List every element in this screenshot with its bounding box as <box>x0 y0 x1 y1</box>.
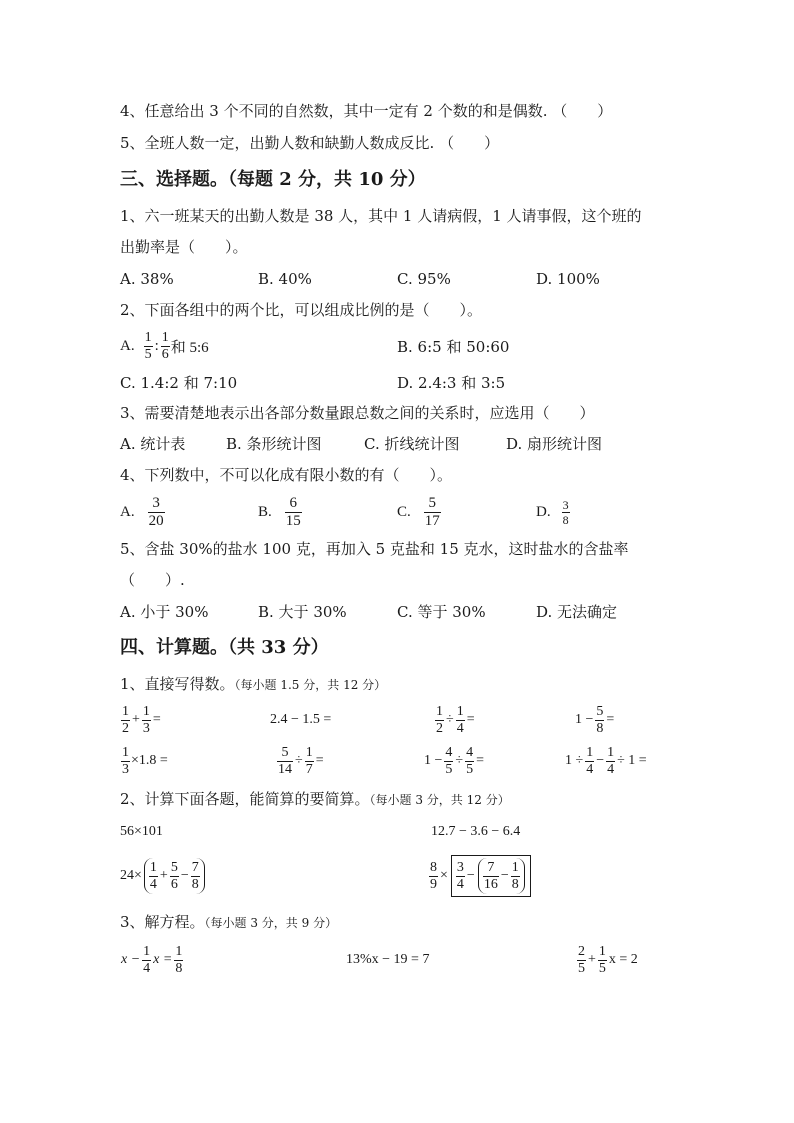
numerator: 6 <box>289 494 298 511</box>
numerator: 7 <box>191 859 199 875</box>
denominator: 3 <box>142 720 150 736</box>
s3-q1-option-d: D. 100% <box>536 270 600 288</box>
option-label: A. <box>120 337 135 354</box>
s3-q2-stem: 2、下面各组中的两个比，可以组成比例的是（ ）。 <box>120 301 483 319</box>
equals: = <box>152 712 161 727</box>
numerator: 1 <box>305 744 313 760</box>
prefix: 1 − <box>575 712 594 727</box>
numerator: 1 <box>122 744 129 760</box>
fraction <box>483 861 499 892</box>
numerator: 1 <box>142 703 150 719</box>
s3-q4-option-b <box>258 492 303 532</box>
operator: ÷ <box>295 753 303 768</box>
denominator: 2 <box>436 720 443 736</box>
operator: ÷ <box>446 712 454 727</box>
fraction <box>456 705 465 736</box>
fraction <box>444 746 453 777</box>
fraction <box>465 746 474 777</box>
s3-q5-line1: 5、含盐 30%的盐水 100 克，再加入 5 克盐和 15 克水，这时盐水的含盐率 <box>120 540 629 558</box>
s3-q3-option-b: B. 条形统计图 <box>226 435 322 453</box>
s3-q4-option-d <box>536 492 571 532</box>
numerator: 1 <box>511 859 519 875</box>
numerator: 3 <box>152 494 160 511</box>
numerator: 5 <box>281 744 289 760</box>
operator: ÷ <box>455 753 464 768</box>
s4-p2-title <box>120 789 510 810</box>
s4-p2-e4 <box>428 852 533 900</box>
denominator: 4 <box>143 960 151 976</box>
expression: 12.7 − 3.6 − 6.4 <box>431 824 521 839</box>
fraction <box>121 746 130 777</box>
s3-q4-option-a <box>120 492 166 532</box>
numerator: 1 <box>161 329 169 345</box>
option-label: D. <box>536 503 551 520</box>
s4-p1-e2 <box>270 701 331 739</box>
denominator: 14 <box>278 761 292 777</box>
numerator: 7 <box>487 859 495 875</box>
numerator: 4 <box>445 744 453 760</box>
s4-p1-e7 <box>423 742 485 780</box>
fraction <box>148 496 165 529</box>
s4-p1-e1 <box>120 701 162 739</box>
part-title: 2、计算下面各题，能简算的要简算。 <box>120 790 370 808</box>
part-note: （每小题 1.5 分，共 12 分） <box>234 678 387 692</box>
s4-p1-e5 <box>120 742 168 780</box>
numerator: 1 <box>436 703 443 719</box>
s3-q2-option-b: B. 6:5 和 50:60 <box>397 338 510 356</box>
denominator: 4 <box>586 761 594 777</box>
fraction <box>142 945 151 976</box>
s4-p2-e2 <box>431 822 520 842</box>
denominator: 4 <box>456 720 464 736</box>
fraction <box>598 945 607 976</box>
s4-p1-e8 <box>564 742 648 780</box>
prefix: 24× <box>120 868 142 883</box>
s4-p2-e3 <box>120 854 207 898</box>
option-label: C. <box>397 503 411 520</box>
numerator: 1 <box>122 703 129 719</box>
denominator: 16 <box>483 876 498 892</box>
operator: + <box>159 868 168 883</box>
expression-rest: ÷ 1 = <box>617 753 647 768</box>
fraction <box>562 499 570 526</box>
part-note: （每小题 3 分，共 9 分） <box>204 916 338 930</box>
s3-q2-option-d: D. 2.4:3 和 3:5 <box>397 374 506 392</box>
numerator: 1 <box>607 744 615 760</box>
denominator: 8 <box>562 512 569 527</box>
prefix: 1 ÷ <box>565 753 584 768</box>
s3-q5-option-c: C. 等于 30% <box>397 603 486 621</box>
denominator: 4 <box>456 876 464 892</box>
operator: − <box>500 868 509 883</box>
fraction <box>170 861 179 892</box>
denominator: 8 <box>175 960 183 976</box>
section3-heading: 三、选择题。（每题 2 分，共 10 分） <box>120 169 426 190</box>
denominator: 5 <box>144 346 152 362</box>
s3-q2-option-a <box>120 326 209 366</box>
denominator: 4 <box>607 761 615 777</box>
s4-p1-title <box>120 674 386 695</box>
s4-p2-e1 <box>120 822 163 842</box>
numerator: 5 <box>596 703 604 719</box>
s4-p3-e3 <box>576 940 639 980</box>
fraction <box>435 705 444 736</box>
judge-q5: 5、全班人数一定，出勤人数和缺勤人数成反比. （ ） <box>120 134 500 152</box>
fraction <box>606 746 615 777</box>
equals: = <box>476 753 484 768</box>
numerator: 4 <box>466 744 474 760</box>
numerator: 1 <box>598 943 606 959</box>
numerator: 3 <box>562 497 569 512</box>
equals: = <box>315 753 324 768</box>
s3-q1-line2: 出勤率是（ ）。 <box>120 238 248 256</box>
s3-q1-option-a: A. 38% <box>120 270 174 288</box>
prefix: 1 − <box>424 753 443 768</box>
s3-q1-line1: 1、六一班某天的出勤人数是 38 人，其中 1 人请病假，1 人请事假，这个班的 <box>120 207 642 225</box>
colon: : <box>154 337 159 354</box>
fraction <box>595 705 604 736</box>
denominator: 8 <box>191 876 199 892</box>
s4-p1-e4 <box>574 701 615 739</box>
numerator: 8 <box>430 859 437 875</box>
s4-p3-e1 <box>120 940 184 980</box>
part-title: 1、直接写得数。 <box>120 675 235 693</box>
denominator: 8 <box>596 720 604 736</box>
fraction <box>305 746 314 777</box>
operator: − <box>596 753 605 768</box>
prefix: x − <box>121 952 141 967</box>
denominator: 5 <box>466 761 474 777</box>
fraction <box>121 705 130 736</box>
s4-p3-e2 <box>346 940 429 980</box>
fraction <box>456 861 465 892</box>
fraction <box>174 945 183 976</box>
s3-q3-option-c: C. 折线统计图 <box>364 435 460 453</box>
numerator: 1 <box>149 859 157 875</box>
numerator: 5 <box>170 859 178 875</box>
operator: + <box>132 712 140 727</box>
s3-q5-option-a: A. 小于 30% <box>120 603 209 621</box>
fraction <box>424 496 441 529</box>
s3-q3-option-a: A. 统计表 <box>120 435 186 453</box>
denominator: 2 <box>122 720 129 736</box>
operator: + <box>588 952 596 967</box>
operator: − <box>180 868 189 883</box>
s3-q3-stem: 3、需要清楚地表示出各部分数量跟总数之间的关系时，应选用（ ） <box>120 404 595 422</box>
fraction <box>429 861 438 892</box>
numerator: 1 <box>144 329 152 345</box>
numerator: 2 <box>578 943 585 959</box>
fraction <box>191 861 200 892</box>
denominator: 5 <box>445 761 453 777</box>
numerator: 5 <box>428 494 437 511</box>
denominator: 9 <box>430 876 437 892</box>
fraction <box>149 861 158 892</box>
operator: × <box>440 868 448 883</box>
expression-rest: x = 2 <box>608 952 638 967</box>
option-rest: 和 5:6 <box>170 339 209 356</box>
parentheses <box>144 858 205 894</box>
part-note: （每小题 3 分，共 12 分） <box>369 793 510 807</box>
judge-q4: 4、任意给出 3 个不同的自然数，其中一定有 2 个数的和是偶数. （ ） <box>120 102 613 120</box>
denominator: 8 <box>511 876 519 892</box>
numerator: 1 <box>143 943 151 959</box>
expression: 13%x − 19 = 7 <box>346 952 430 967</box>
s3-q5-option-d: D. 无法确定 <box>536 603 618 621</box>
fraction <box>161 331 170 362</box>
operator: − <box>466 868 475 883</box>
part-title: 3、解方程。 <box>120 913 205 931</box>
equals: = <box>606 712 615 727</box>
section4-heading: 四、计算题。（共 33 分） <box>120 637 329 658</box>
fraction <box>285 496 302 529</box>
fraction <box>577 945 586 976</box>
numerator: 3 <box>456 859 464 875</box>
equals: = <box>466 712 475 727</box>
denominator: 7 <box>305 761 313 777</box>
denominator: 20 <box>148 512 164 529</box>
s4-p3-title <box>120 912 337 933</box>
fraction <box>144 331 153 362</box>
fraction <box>585 746 594 777</box>
denominator: 15 <box>285 512 301 529</box>
s4-p1-e6 <box>276 742 325 780</box>
fraction <box>142 705 151 736</box>
s3-q5-line2: （ ）. <box>120 571 185 589</box>
s3-q4-stem: 4、下列数中，不可以化成有限小数的有（ ）。 <box>120 466 453 484</box>
option-label: B. <box>258 503 272 520</box>
denominator: 4 <box>149 876 157 892</box>
brackets <box>451 855 531 897</box>
denominator: 6 <box>170 876 178 892</box>
denominator: 6 <box>161 346 169 362</box>
s3-q5-option-b: B. 大于 30% <box>258 603 347 621</box>
s3-q1-option-b: B. 40% <box>258 270 312 288</box>
denominator: 5 <box>578 960 585 976</box>
numerator: 1 <box>456 703 464 719</box>
denominator: 5 <box>598 960 606 976</box>
parentheses <box>478 858 525 894</box>
middle: x = <box>153 952 173 967</box>
fraction <box>277 746 293 777</box>
s3-q4-option-c <box>397 492 442 532</box>
fraction <box>511 861 520 892</box>
expression: 2.4 − 1.5 = <box>270 712 332 727</box>
s3-q2-option-c: C. 1.4:2 和 7:10 <box>120 374 238 392</box>
denominator: 3 <box>122 761 129 777</box>
s4-p1-e3 <box>434 701 476 739</box>
numerator: 1 <box>586 744 594 760</box>
expression: 56×101 <box>120 824 163 839</box>
denominator: 17 <box>424 512 440 529</box>
option-label: A. <box>120 503 135 520</box>
numerator: 1 <box>175 943 183 959</box>
expression-rest: ×1.8 = <box>131 753 168 768</box>
s3-q3-option-d: D. 扇形统计图 <box>506 435 603 453</box>
s3-q1-option-c: C. 95% <box>397 270 451 288</box>
